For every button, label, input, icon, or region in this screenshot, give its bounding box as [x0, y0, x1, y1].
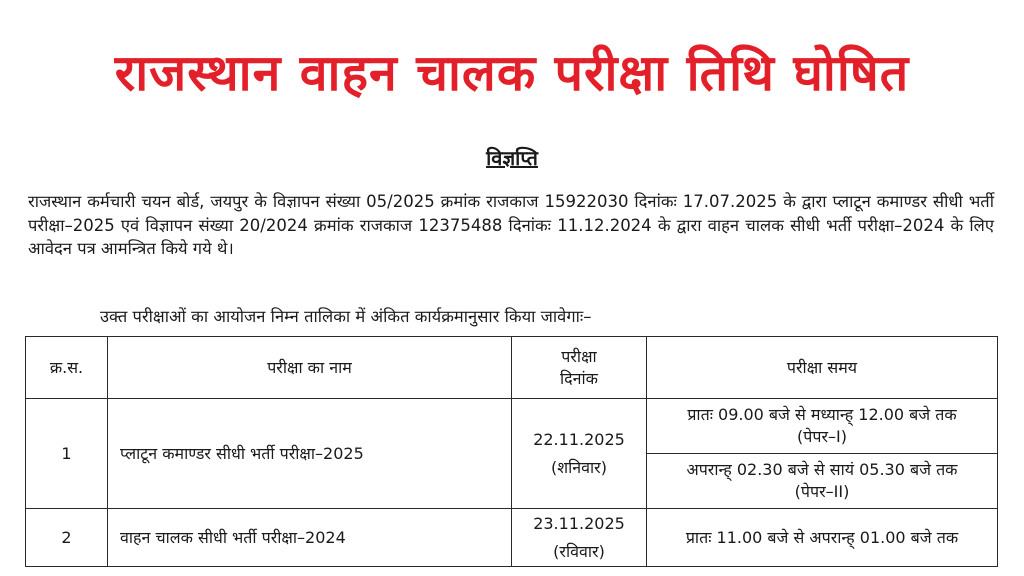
header-exam-date [512, 337, 647, 399]
slot-paper: (पेपर–II) [794, 482, 850, 501]
notice-paragraph: राजस्थान कर्मचारी चयन बोर्ड, जयपुर के विज्ञापन संख्या 05/2025 क्रमांक राजकाज 15922030 दिनांकः 17.07.2025 के द्वारा प्लाटून कमाण्डर सीधी भर्ती परीक्षा–2025 एवं विज्ञापन संख्या 20/2024 क्रमांक राजकाज 12375488 दिनांकः 11.12.2024 के द्वारा वाहन चालक सीधी भर्ती परीक्षा–2024 के लिए आवेदन पत्र आमन्त्रित किये गये थे। [28, 192, 994, 258]
table-row [26, 509, 998, 567]
date-value: 22.11.2025 [533, 429, 625, 449]
day-value: (रविवार) [553, 541, 605, 561]
table-row [26, 399, 998, 454]
cell-time-slot [647, 454, 998, 509]
cell-exam-name: प्लाटून कमाण्डर सीधी भर्ती परीक्षा–2025 [108, 399, 512, 509]
headline-title: राजस्थान वाहन चालक परीक्षा तिथि घोषित [114, 44, 910, 102]
slot-time: अपरान्ह् 02.30 बजे से सायं 05.30 बजे तक [686, 460, 958, 479]
cell-exam-date [512, 399, 647, 509]
slot-time: प्रातः 09.00 बजे से मध्यान्ह् 12.00 बजे तक [687, 405, 957, 424]
header-exam-name: परीक्षा का नाम [108, 337, 512, 399]
slot-time: प्रातः 11.00 बजे से अपरान्ह् 01.00 बजे तक [685, 527, 959, 547]
header-date-line1: परीक्षा [561, 346, 597, 366]
cell-time-slot [647, 509, 998, 567]
notice-title: विज्ञप्ति [486, 146, 538, 170]
header-exam-time: परीक्षा समय [647, 337, 998, 399]
slot-paper: (पेपर–I) [797, 427, 847, 446]
table-header-row [26, 337, 998, 399]
cell-exam-date [512, 509, 647, 567]
notice-intro: उक्त परीक्षाओं का आयोजन निम्न तालिका में अंकित कार्यक्रमानुसार किया जावेगाः– [100, 307, 592, 326]
date-value: 23.11.2025 [533, 513, 625, 533]
cell-serial: 1 [26, 399, 108, 509]
header-date-line2: दिनांक [560, 368, 598, 388]
header-serial: क्र.स. [26, 337, 108, 399]
cell-exam-name: वाहन चालक सीधी भर्ती परीक्षा–2024 [108, 509, 512, 567]
cell-serial: 2 [26, 509, 108, 567]
cell-time-slot [647, 399, 998, 454]
day-value: (शनिवार) [551, 457, 607, 477]
exam-schedule-table [25, 336, 998, 567]
